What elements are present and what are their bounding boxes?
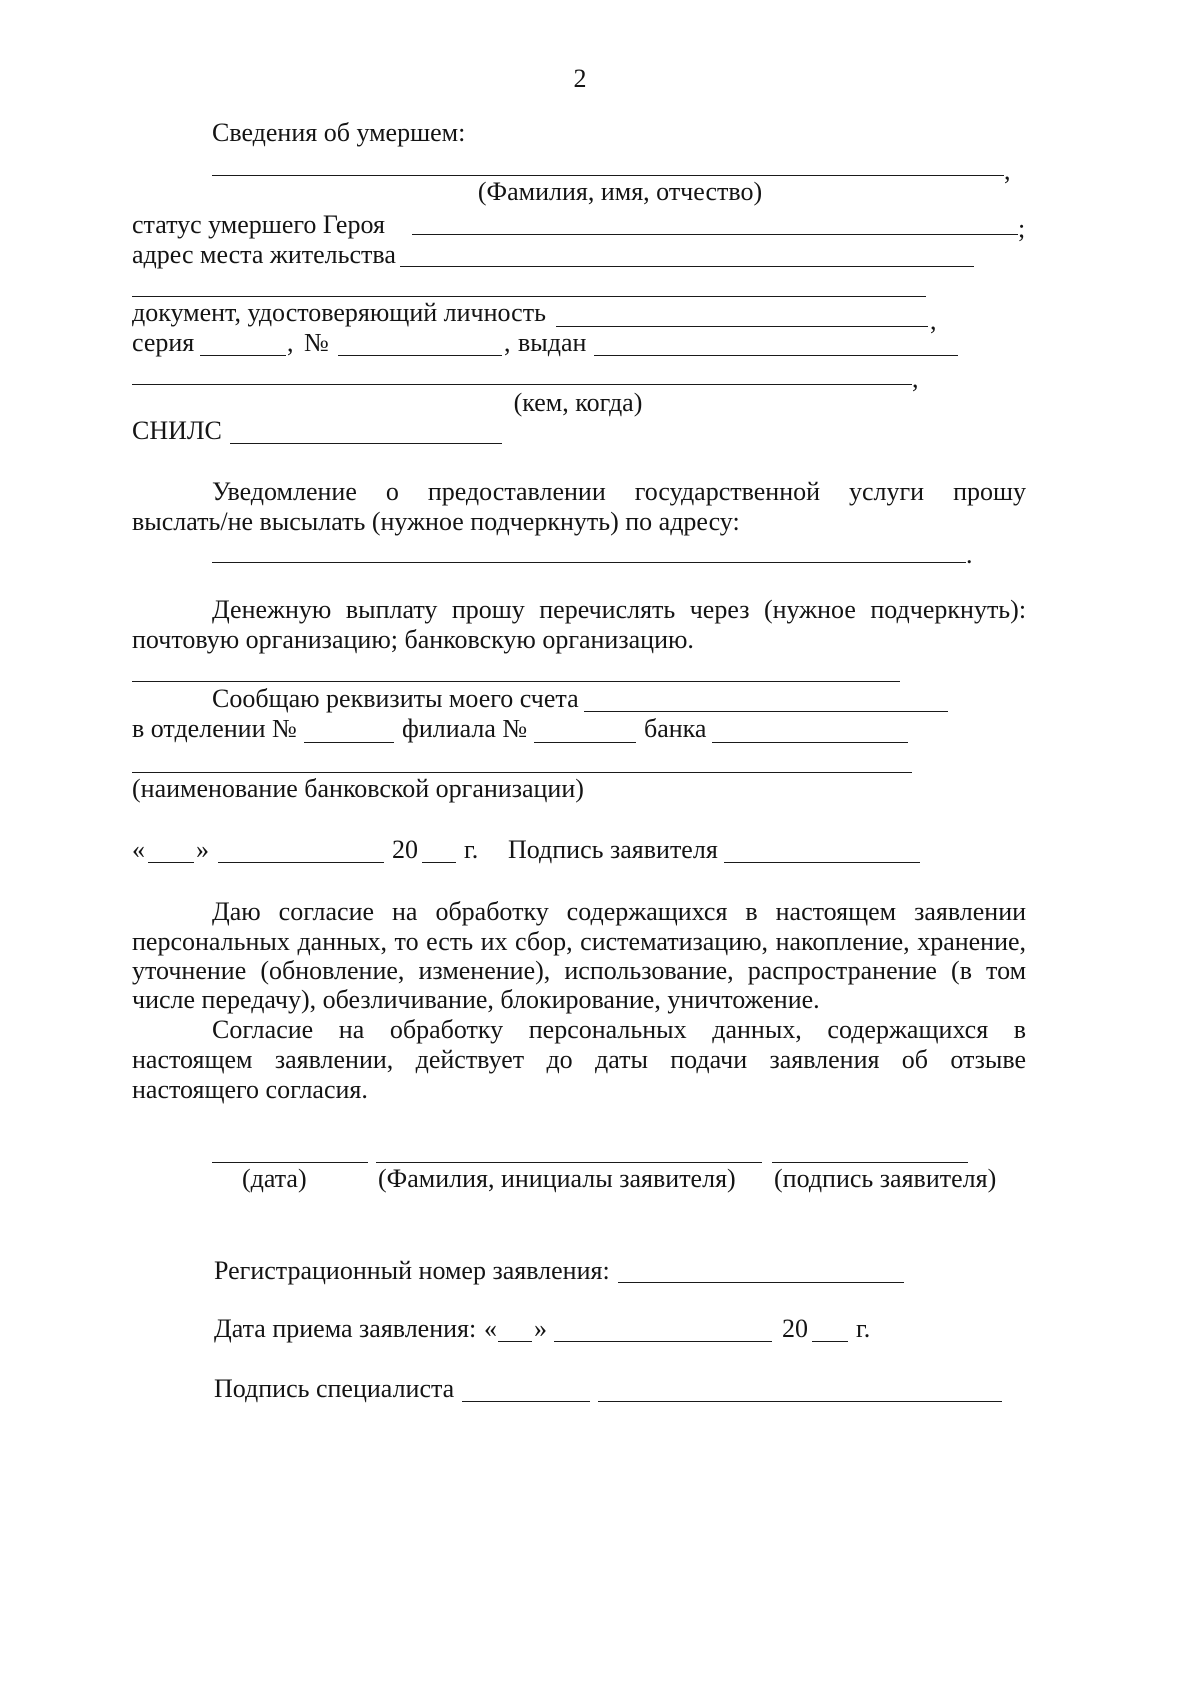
- reg-number-label: Регистрационный номер заявления:: [214, 1256, 610, 1285]
- sig-line[interactable]: [724, 862, 920, 863]
- branch-line[interactable]: [304, 742, 394, 743]
- accept-month-line[interactable]: [554, 1341, 772, 1342]
- specialist-sign-line[interactable]: [462, 1401, 590, 1402]
- accept-year-prefix: 20: [782, 1314, 808, 1343]
- consent-line-2: персональных данных, то есть их сбор, систематизацию, накопление, хранение,: [132, 927, 1027, 956]
- snils-label: СНИЛС: [132, 416, 222, 445]
- accept-open-quote: «: [484, 1314, 497, 1343]
- bank-line[interactable]: [712, 742, 908, 743]
- sig-year-line[interactable]: [422, 862, 456, 863]
- accept-year-line[interactable]: [812, 1341, 848, 1342]
- notify-line-2: выслать/не высылать (нужное подчеркнуть) по адресу:: [132, 507, 740, 536]
- payment-line-2: почтовую организацию; банковскую организацию.: [132, 625, 694, 654]
- sig-label: Подпись заявителя: [508, 835, 718, 864]
- page-number: 2: [573, 64, 587, 93]
- sign-date-line[interactable]: [212, 1162, 368, 1163]
- series-line[interactable]: [200, 355, 286, 356]
- bank-label: банка: [644, 714, 707, 743]
- status-label: статус умершего Героя: [132, 210, 385, 239]
- sign-fio-hint: (Фамилия, инициалы заявителя): [378, 1164, 736, 1193]
- specialist-label: Подпись специалиста: [214, 1374, 455, 1403]
- snils-line[interactable]: [230, 443, 502, 444]
- sign-fio-line[interactable]: [376, 1162, 762, 1163]
- bank-hint: (наименование банковской организации): [132, 774, 584, 803]
- account-label: Сообщаю реквизиты моего счета: [212, 684, 579, 713]
- issued-hint: (кем, когда): [513, 388, 643, 417]
- consent-line-5: Согласие на обработку персональных данных, содержащихся в: [212, 1015, 1027, 1044]
- sig-open-quote: «: [132, 835, 145, 864]
- fio-hint: (Фамилия, имя, отчество): [477, 177, 763, 206]
- sig-year-suffix: г.: [464, 835, 479, 864]
- consent-line-3: уточнение (обновление, изменение), использование, распространение (в том: [132, 956, 1027, 985]
- address-label: адрес места жительства: [132, 240, 396, 269]
- issued-line-2[interactable]: [132, 384, 912, 385]
- series-label: серия: [132, 328, 195, 357]
- sig-year-prefix: 20: [392, 835, 418, 864]
- branch-label: в отделении №: [132, 714, 297, 743]
- bank-name-line[interactable]: [132, 772, 912, 773]
- account-line[interactable]: [584, 711, 948, 712]
- fio-line[interactable]: [212, 175, 1004, 176]
- status-line[interactable]: [412, 234, 1018, 235]
- id-doc-line[interactable]: [556, 326, 928, 327]
- consent-line-1: Даю согласие на обработку содержащихся в настоящем заявлении: [212, 897, 1027, 926]
- filial-line[interactable]: [534, 742, 636, 743]
- number-label: №: [304, 328, 329, 357]
- consent-line-6: настоящем заявлении, действует до даты подачи заявления об отзыве: [132, 1045, 1027, 1074]
- sign-signature-hint: (подпись заявителя): [774, 1164, 997, 1193]
- specialist-name-line[interactable]: [598, 1401, 1002, 1402]
- filial-label: филиала №: [402, 714, 528, 743]
- sig-day-line[interactable]: [148, 862, 194, 863]
- sig-month-line[interactable]: [218, 862, 384, 863]
- payment-line[interactable]: [132, 681, 900, 682]
- accept-close-quote: »: [534, 1314, 547, 1343]
- consent-line-7: настоящего согласия.: [132, 1075, 368, 1104]
- id-doc-label: документ, удостоверяющий личность: [132, 298, 546, 327]
- sign-signature-line[interactable]: [772, 1162, 968, 1163]
- accept-year-suffix: г.: [856, 1314, 871, 1343]
- reg-number-line[interactable]: [618, 1282, 904, 1283]
- address-line[interactable]: [400, 266, 974, 267]
- issued-line[interactable]: [594, 355, 958, 356]
- payment-line-1: Денежную выплату прошу перечислять через (нужное подчеркнуть):: [212, 595, 1027, 624]
- address-line-2[interactable]: [132, 296, 926, 297]
- deceased-heading: Сведения об умершем:: [212, 118, 466, 147]
- sig-close-quote: »: [196, 835, 209, 864]
- document-page: 2 Сведения об умершем: , (Фамилия, имя, отчество) статус умершего Героя ; адрес места жительства документ, удостоверяющий личность , серия , № , выдан , (кем, когда) СНИЛС Уведомление о предоставлении государственной услуги прошу выслать/не высылать (нужное подчеркнуть) по адресу: . Денежную выплату прошу перечислять через (нужное подчеркнуть): почтовую организацию; банковскую организацию. Сообщаю реквизиты моего счета в отделении № филиала № банка (наименование банковской организации) « » 20 г. Подпись заявителя Даю согласие на обработку содержащихся в настоящем заявлении персональных данных, то есть их сбор, систематизацию, накопление, хранение, уточнение (обновление, изменение), использование, распространение (в том числе передачу), обезличивание, блокирование, уничтожение. Согласие на обработку персональных данных, содержащихся в настоящем заявлении, действует до даты подачи заявления об отзыве настоящего согласия. (дата) (Фамилия, инициалы заявителя) (подпись заявителя) Регистрационный номер заявления: Дата приема заявления: « » 20 г. Подпись специалиста: [132, 64, 1027, 1403]
- number-line[interactable]: [338, 355, 502, 356]
- accept-day-line[interactable]: [498, 1341, 532, 1342]
- sign-date-hint: (дата): [242, 1164, 307, 1193]
- notify-address-line[interactable]: [212, 562, 966, 563]
- notify-line-1: Уведомление о предоставлении государственной услуги прошу: [212, 477, 1026, 506]
- issued-label: выдан: [518, 328, 587, 357]
- accept-date-label: Дата приема заявления:: [214, 1314, 477, 1343]
- consent-line-4: числе передачу), обезличивание, блокирование, уничтожение.: [132, 985, 820, 1014]
